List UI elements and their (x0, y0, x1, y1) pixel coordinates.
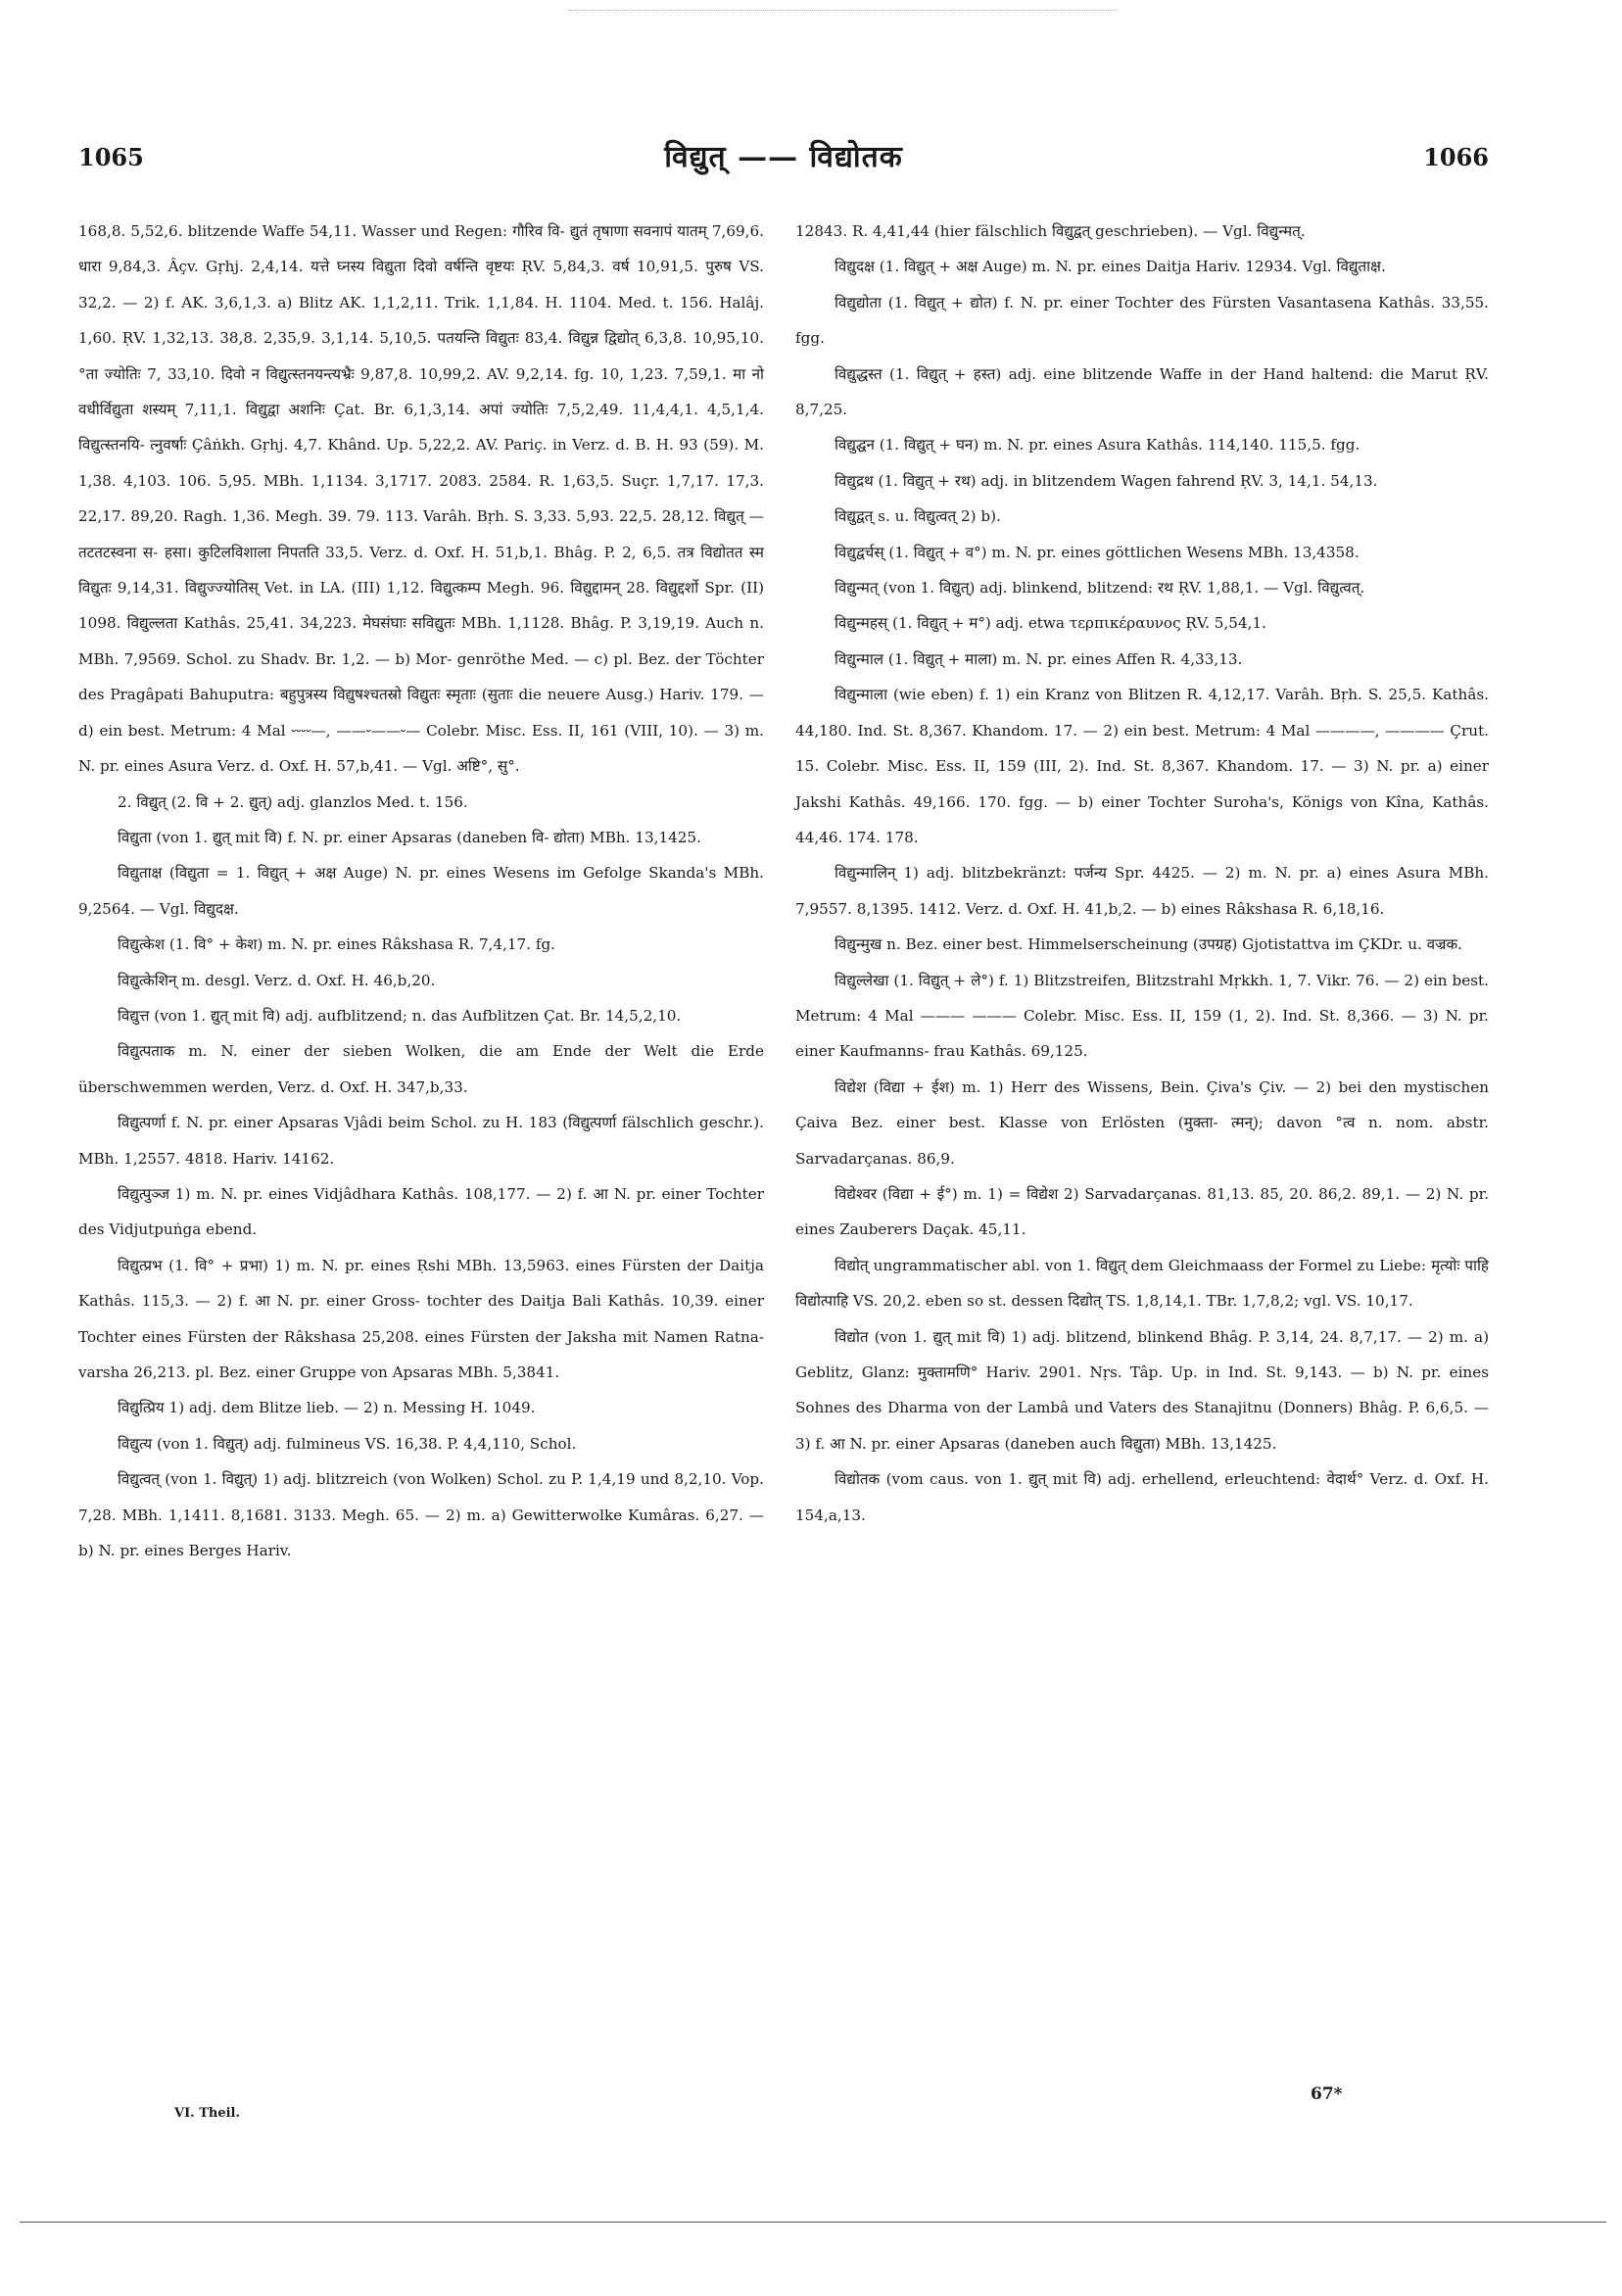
entry-vidyuta: विद्युता (von 1. द्युत् mit वि) f. N. pr. einer Apsaras (daneben वि- द्योता) MBh. 13,1425. (118, 828, 701, 846)
entry-vidyuddyota: विद्युद्योता (1. विद्युत् + द्योत) f. N. pr. einer Tochter des Fürsten Vasantasena Kathâs. 33,55. fgg. (795, 293, 1489, 348)
running-title: विद्युत् —— विद्योतक (664, 140, 903, 174)
entry-vidyutvat: विद्युत्वत् (von 1. विद्युत्) 1) adj. blitzreich (von Wolken) Schol. zu P. 1,4,19 und 8,2,10. Vop. 7,28. MBh. 1,1411. 8,1681. 3133. Megh. 65. — 2) m. a) Gewitterwolke Kumâras. 6,27. — b) N. pr. eines Berges Hariv. (78, 1470, 764, 1560)
entry-vidyunmat: विद्युन्मत् (von 1. विद्युत्) adj. blinkend, blitzend: रथ ṚV. 1,88,1. — Vgl. विद्युत्वत्. (835, 579, 1365, 598)
entry-vidyutaksha: विद्युताक्ष (विद्युता = 1. विद्युत् + अक्ष Auge) N. pr. eines Wesens im Gefolge Skanda's MBh. 9,2564. — Vgl. विद्युदक्ष. (78, 864, 764, 918)
entry-vidyesha: विद्येश (विद्या + ईश) m. 1) Herr des Wissens, Bein. Çiva's Çiv. — 2) bei den mystischen Çaiva Bez. einer best. Klasse von Erlösten (मुक्ता- त्मन्); davon °त्व n. nom. abstr. Sarvadarçanas. 86,9. (795, 1077, 1489, 1168)
entry-vidyunmala-f: विद्युन्माला (wie eben) f. 1) ein Kranz von Blitzen R. 4,12,17. Varâh. Bṛh. S. 25,5. Kathâs. 44,180. Ind. St. 8,367. Khandom. 17. — 2) ein best. Metrum: 4 Mal ————, ———— Çrut. 15. Colebr. Misc. Ess. II, 159 (III, 2). Ind. St. 8,367. Khandom. 17. — 3) N. pr. a) einer Jakshi Kathâs. 49,166. 170. fgg. — b) einer Tochter Suroha's, Königs von Kîna, Kathâs. 44,46. 174. 178. (795, 686, 1489, 846)
page-header (78, 135, 1489, 184)
entry-vidyuddhasta: विद्युद्धस्त (1. विद्युत् + हस्त) adj. eine blitzende Waffe in der Hand haltend: die Marut ṚV. 8,7,25. (795, 364, 1489, 419)
entry-vidyudghana: विद्युद्घन (1. विद्युत् + घन) m. N. pr. eines Asura Kathâs. 114,140. 115,5. fgg. (835, 436, 1360, 454)
entry-vidyudvat: विद्युद्वत् s. u. विद्युत्वत् 2) b). (835, 507, 1001, 526)
entry-vidyudvarchas: विद्युद्वर्चस् (1. विद्युत् + व°) m. N. pr. eines göttlichen Wesens MBh. 13,4358. (835, 543, 1360, 561)
entry-vidyutpataka: विद्युत्पताक m. N. einer der sieben Wolken, die am Ende der Welt die Erde überschwemmen werden, Verz. d. Oxf. H. 347,b,33. (78, 1042, 764, 1096)
bottom-rule (20, 2222, 1606, 2223)
entry-vidyunmalin: विद्युन्मालिन् 1) adj. blitzbekränzt: पर्जन्य Spr. 4425. — 2) m. N. pr. a) eines Asura MBh. 7,9557. 8,1395. 1412. Verz. d. Oxf. H. 41,b,2. — b) eines Râkshasa R. 6,18,16. (795, 864, 1489, 918)
entry-vidyudratha: विद्युद्रथ (1. विद्युत् + रथ) adj. in blitzendem Wagen fahrend ṚV. 3, 14,1. 54,13. (835, 471, 1378, 490)
entry-vidyutpriya: विद्युत्प्रिय 1) adj. dem Blitze lieb. — 2) n. Messing H. 1049. (118, 1399, 536, 1417)
entry-vidyotaka: विद्योतक (vom caus. von 1. द्युत् mit वि) adj. erhellend, erleuchtend: वेदार्थ° Verz. d. Oxf. H. 154,a,13. (795, 1470, 1489, 1524)
entry-vidyut-cont: 168,8. 5,52,6. blitzende Waffe 54,11. Wasser und Regen: गौरिव वि- द्युतं तृषाणा सवनापं यातम् 7,69,6. धारा 9,84,3. Âçv. Gṛhj. 2,4,14. यत्ते घ्नस्य विद्युता दिवो वर्षन्ति वृष्टयः ṚV. 5,84,3. वर्ष 10,91,5. पुरुष VS. 32,2. — 2) f. AK. 3,6,1,3. a) Blitz AK. 1,1,2,11. Trik. 1,1,84. H. 1104. Med. t. 156. Halâj. 1,60. ṚV. 1,32,13. 38,8. 2,35,9. 3,1,14. 5,10,5. पतयन्ति विद्युतः 83,4. विद्युन्न द्विद्योत् 6,3,8. 10,95,10. °ता ज्योतिः 7, 33,10. दिवो न विद्युत्स्तनयन्त्यभ्रैः 9,87,8. 10,99,2. AV. 9,2,14. fg. 10, 1,23. 7,59,1. मा नो वधीर्विद्युता शस्यम् 7,11,1. विद्युद्वा अशनिः Çat. Br. 6,1,3,14. अपां ज्योतिः 7,5,2,49. 11,4,4,1. 4,5,1,4. विद्युत्स्तनयि- त्नुवर्षाः Çâṅkh. Gṛhj. 4,7. Khând. Up. 5,22,2. AV. Pariç. in Verz. d. B. H. 93 (59). M. 1,38. 4,103. 106. 5,95. MBh. 1,1134. 3,1717. 2083. 2584. R. 1,63,5. Suçr. 1,7,17. 17,3. 22,17. 89,20. Ragh. 1,36. Megh. 39. 79. 113. Varâh. Bṛh. S. 3,33. 5,93. 22,5. 28,12. विद्युत् — तटतटस्वना स- हसा। कुटिलविशाला निपतति 33,5. Verz. d. Oxf. H. 51,b,1. Bhâg. P. 2, 6,5. तत्र विद्योतत स्म विद्युतः 9,14,31. विद्युज्ज्योतिस् Vet. in LA. (III) 1,12. विद्युत्कम्प Megh. 96. विद्युद्दामन् 28. विद्युद्दर्शो Spr. (II) 1098. विद्युल्लता Kathâs. 25,41. 34,223. मेघसंघाः सविद्युतः MBh. 1,1128. Bhâg. P. 3,19,19. Auch n. MBh. 7,9569. Schol. zu Shadv. Br. 1,2. — b) Mor- genröthe Med. — c) pl. Bez. der Töchter des Pragâpati Bahuputra: बहुपुत्रस्य विद्युषश्चतस्रो विद्युतः स्मृताः (सुताः die neuere Ausg.) Hariv. 179. — d) ein best. Metrum: 4 Mal ⏑⏑⏑⏑—, ——⏑——⏑— Colebr. Misc. Ess. II, 161 (VIII, 10). — 3) m. N. pr. eines Asura Verz. d. Oxf. H. 57,b,41. — Vgl. अष्टि°, सु°. (78, 222, 764, 776)
entry-vidyutpunja: विद्युत्पुञ्ज 1) m. N. pr. eines Vidjâdhara Kathâs. 108,177. — 2) f. आ N. pr. einer Tochter des Vidjutpuṅga ebend. (78, 1184, 764, 1239)
entry-vidyutya: विद्युत्य (von 1. विद्युत्) adj. fulmineus VS. 16,38. P. 4,4,110, Schol. (118, 1434, 577, 1453)
entry-vidyudaksha: विद्युदक्ष (1. विद्युत् + अक्ष Auge) m. N. pr. eines Daitja Hariv. 12934. Vgl. विद्युताक्ष. (835, 258, 1386, 276)
entry-vidyunmahas: विद्युन्महस् (1. विद्युत् + म°) adj. etwa τερπικέραυνος ṚV. 5,54,1. (835, 614, 1266, 633)
volume-label: VI. Theil. (174, 2106, 241, 2121)
signature-mark: 67* (1311, 2084, 1343, 2104)
entry-vidyutta: विद्युत्त (von 1. द्युत् mit वि) adj. aufblitzend; n. das Aufblitzen Çat. Br. 14,5,2,10. (118, 1006, 682, 1025)
entry-vidyut-2: 2. विद्युत् (2. वि + 2. द्युत्) adj. glanzlos Med. t. 156. (118, 792, 468, 811)
left-column (78, 214, 764, 1568)
entry-vidyot: विद्योत् ungrammatischer abl. von 1. विद्युत् dem Gleichmaass der Formel zu Liebe: मृत्योः पाहि विद्योत्पाहि VS. 20,2. eben so st. dessen दिद्योत् TS. 1,8,14,1. TBr. 1,7,8,2; vgl. VS. 10,17. (795, 1256, 1489, 1311)
entry-vidyutvat-cont: 12843. R. 4,41,44 (hier fälschlich विद्युद्वत् geschrieben). — Vgl. विद्युन्मत्. (795, 222, 1306, 240)
entry-vidyunmala-m: विद्युन्माल (1. विद्युत् + माला) m. N. pr. eines Affen R. 4,33,13. (835, 649, 1243, 668)
entry-vidyutkesha: विद्युत्केश (1. वि° + केश) m. N. pr. eines Râkshasa R. 7,4,17. fg. (118, 935, 556, 954)
right-page-number: 1066 (1423, 143, 1489, 171)
entry-vidyutprabha: विद्युत्प्रभ (1. वि° + प्रभा) 1) m. N. pr. eines Ṛshi MBh. 13,5963. eines Fürsten der Daitja Kathâs. 115,3. — 2) f. आ N. pr. einer Gross- tochter des Daitja Bali Kathâs. 10,39. einer Tochter eines Fürsten der Râkshasa 25,208. eines Fürsten der Jaksha mit Namen Ratna- varsha 26,213. pl. Bez. einer Gruppe von Apsaras MBh. 5,3841. (78, 1256, 764, 1381)
entry-vidyullekha: विद्युल्लेखा (1. विद्युत् + ले°) f. 1) Blitzstreifen, Blitzstrahl Mṛkkh. 1, 7. Vikr. 76. — 2) ein best. Metrum: 4 Mal ——— ——— Colebr. Misc. Ess. II, 159 (1, 2). Ind. St. 8,366. — 3) N. pr. einer Kaufmanns- frau Kathâs. 69,125. (795, 971, 1489, 1061)
entry-vidyutparna: विद्युत्पर्णा f. N. pr. einer Apsaras Vjâdi beim Schol. zu H. 183 (विद्युत्पर्णा fälschlich geschr.). MBh. 1,2557. 4818. Hariv. 14162. (78, 1114, 764, 1168)
entry-vidyutkeshin: विद्युत्केशिन् m. desgl. Verz. d. Oxf. H. 46,b,20. (118, 971, 436, 989)
entry-vidyunmukha: विद्युन्मुख n. Bez. einer best. Himmelserscheinung (उपग्रह) Gjotistattva im ÇKDr. u. वज्रक. (835, 935, 1462, 954)
entry-vidyota: विद्योत (von 1. द्युत् mit वि) 1) adj. blitzend, blinkend Bhâg. P. 3,14, 24. 8,7,17. — 2) m. a) Geblitz, Glanz: मुक्तामणि° Hariv. 2901. Nṛs. Tâp. Up. in Ind. St. 9,143. — b) N. pr. eines Sohnes des Dharma von der Lambâ und Vaters des Stanajitnu (Donners) Bhâg. P. 6,6,5. — 3) f. आ N. pr. einer Apsaras (daneben auch विद्युता) MBh. 13,1425. (795, 1327, 1489, 1453)
left-page-number: 1065 (78, 143, 144, 171)
right-column (795, 214, 1489, 1533)
entry-vidyeshvara: विद्येश्वर (विद्या + ई°) m. 1) = विद्येश 2) Sarvadarçanas. 81,13. 85, 20. 86,2. 89,1. — 2) N. pr. eines Zauberers Daçak. 45,11. (795, 1184, 1489, 1239)
scan-edge (568, 10, 1117, 11)
